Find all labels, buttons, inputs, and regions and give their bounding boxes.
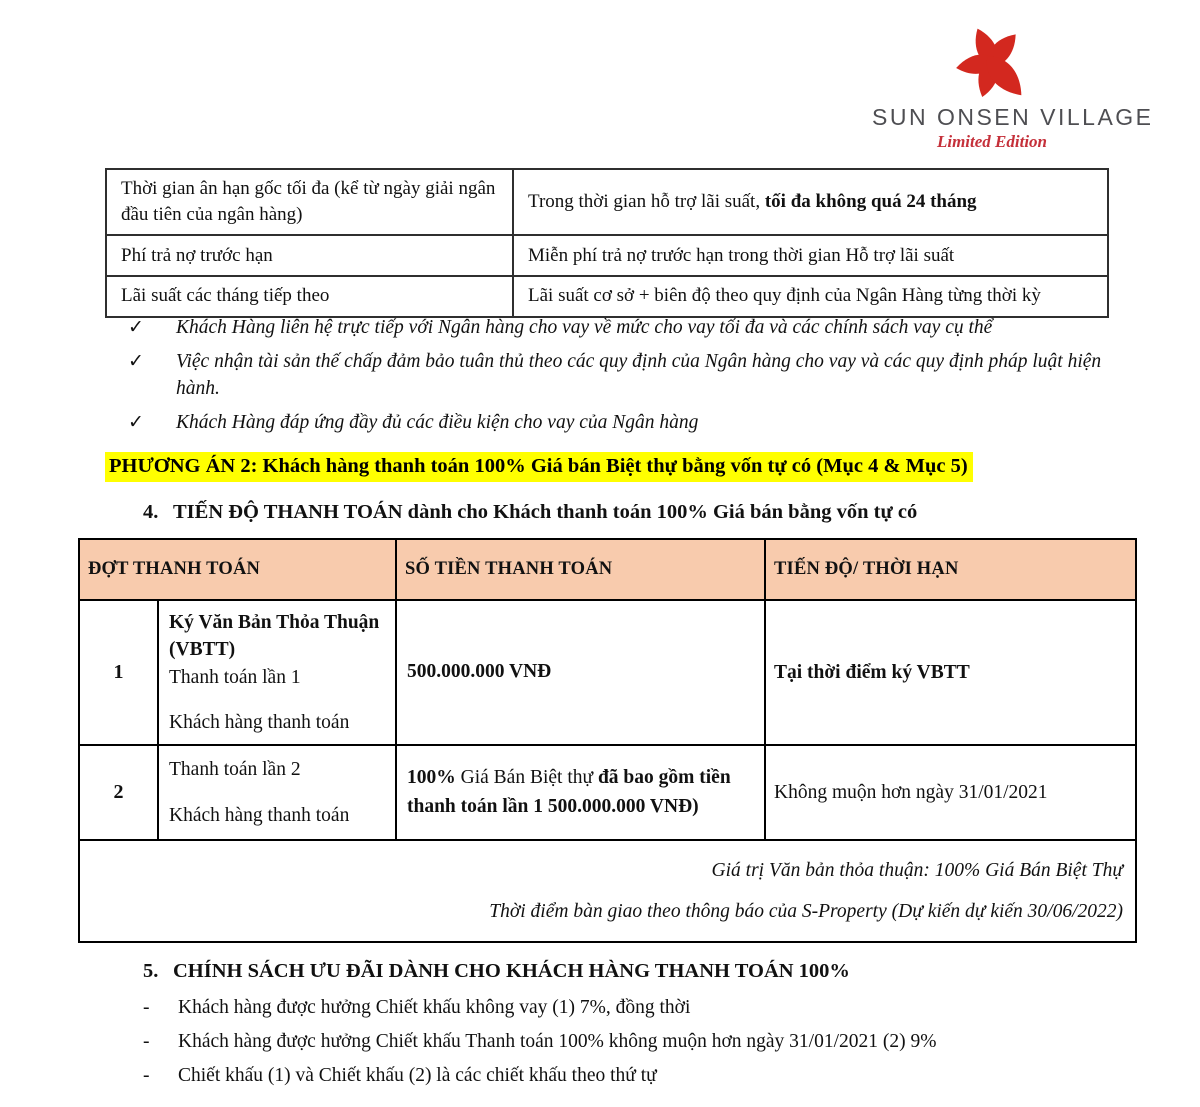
payment-desc-line: Thanh toán lần 1 bbox=[169, 666, 301, 688]
discount-text: Khách hàng được hưởng Chiết khấu Thanh toán 100% không muộn hơn ngày 31/01/2021 (2) 9% bbox=[178, 1031, 937, 1052]
discount-list bbox=[143, 996, 1143, 1098]
brand-name: SUN ONSEN VILLAGE bbox=[872, 104, 1154, 130]
payment-desc-line: Thanh toán lần 2 bbox=[169, 759, 301, 781]
discount-text: Chiết khấu (1) và Chiết khấu (2) là các chiết khấu theo thứ tự bbox=[178, 1065, 657, 1086]
payment-row bbox=[79, 745, 1136, 840]
loan-term-value: Lãi suất cơ sở + biên độ theo quy định của Ngân Hàng từng thời kỳ bbox=[513, 276, 1108, 316]
payment-header-row bbox=[79, 539, 1136, 600]
section-title: CHÍNH SÁCH ƯU ĐÃI DÀNH CHO KHÁCH HÀNG THANH TOÁN 100% bbox=[173, 960, 850, 982]
check-icon: ✓ bbox=[128, 351, 144, 372]
payment-amount-regular: Giá Bán Biệt thự bbox=[455, 767, 598, 789]
payment-header-amount: SỐ TIỀN THANH TOÁN bbox=[396, 539, 765, 600]
payment-deadline: Không muộn hơn ngày 31/01/2021 bbox=[765, 745, 1136, 840]
note-item bbox=[128, 409, 1133, 436]
loan-term-value-prefix: Trong thời gian hỗ trợ lãi suất, bbox=[528, 191, 765, 213]
payment-footer-row bbox=[79, 840, 1136, 942]
note-item bbox=[128, 314, 1133, 341]
loan-term-row bbox=[106, 235, 1108, 276]
payment-header-deadline: TIẾN ĐỘ/ THỜI HẠN bbox=[765, 539, 1136, 600]
payment-deadline: Tại thời điểm ký VBTT bbox=[765, 600, 1136, 745]
payment-desc-bold: Ký Văn Bản Thỏa Thuận (VBTT) bbox=[169, 612, 380, 661]
loan-term-label: Phí trả nợ trước hạn bbox=[106, 235, 513, 276]
payment-desc-line: Khách hàng thanh toán bbox=[169, 711, 350, 733]
check-icon: ✓ bbox=[128, 412, 144, 433]
payment-row bbox=[79, 600, 1136, 745]
loan-term-row bbox=[106, 169, 1108, 235]
section-number: 5. bbox=[143, 960, 159, 982]
loan-term-row bbox=[106, 276, 1108, 316]
flower-icon bbox=[942, 22, 1042, 102]
plan2-highlight-heading: PHƯƠNG ÁN 2: Khách hàng thanh toán 100% Giá bán Biệt thự bằng vốn tự có (Mục 4 & Mục 5) bbox=[105, 452, 973, 482]
footer-line-2: Thời điểm bàn giao theo thông báo của S-Property (Dự kiến dự kiến 30/06/2022) bbox=[489, 900, 1123, 922]
section-number: 4. bbox=[143, 501, 159, 523]
payment-header-dot: ĐỢT THANH TOÁN bbox=[79, 539, 396, 600]
notes-list bbox=[128, 314, 1133, 443]
payment-table bbox=[78, 538, 1137, 943]
loan-term-value bbox=[513, 169, 1108, 235]
payment-number: 2 bbox=[79, 745, 158, 840]
section4-heading bbox=[143, 501, 917, 524]
payment-desc bbox=[158, 745, 396, 840]
loan-term-value: Miễn phí trả nợ trước hạn trong thời gian Hỗ trợ lãi suất bbox=[513, 235, 1108, 276]
payment-amount bbox=[396, 745, 765, 840]
section-title: TIẾN ĐỘ THANH TOÁN dành cho Khách thanh toán 100% Giá bán bằng vốn tự có bbox=[173, 501, 918, 523]
note-text: Khách Hàng đáp ứng đầy đủ các điều kiện cho vay của Ngân hàng bbox=[176, 412, 699, 433]
loan-term-label: Lãi suất các tháng tiếp theo bbox=[106, 276, 513, 316]
payment-number: 1 bbox=[79, 600, 158, 745]
payment-amount: 500.000.000 VNĐ bbox=[396, 600, 765, 745]
payment-amount-bold: đã bao gồm tiền thanh toán lần 1 500.000.000 VNĐ) bbox=[407, 767, 731, 817]
loan-term-value-bold: tối đa không quá 24 tháng bbox=[764, 191, 977, 213]
note-text: Việc nhận tài sản thế chấp đảm bảo tuân thủ theo các quy định của Ngân hàng cho vay và các quy định pháp luật hiện hành. bbox=[176, 351, 1102, 399]
discount-text: Khách hàng được hưởng Chiết khấu không vay (1) 7%, đồng thời bbox=[178, 997, 691, 1018]
dash-bullet: - bbox=[143, 1031, 150, 1052]
loan-terms-table bbox=[105, 168, 1109, 318]
payment-desc-line: Khách hàng thanh toán bbox=[169, 804, 350, 826]
section5-heading bbox=[143, 960, 850, 983]
logo bbox=[872, 22, 1154, 152]
discount-item bbox=[143, 1030, 1143, 1054]
note-item bbox=[128, 348, 1133, 402]
payment-footer bbox=[79, 840, 1136, 942]
discount-item bbox=[143, 996, 1143, 1020]
note-text: Khách Hàng liên hệ trực tiếp với Ngân hàng cho vay về mức cho vay tối đa và các chính sách vay cụ thể bbox=[176, 317, 993, 338]
loan-term-label: Thời gian ân hạn gốc tối đa (kể từ ngày giải ngân đầu tiên của ngân hàng) bbox=[106, 169, 513, 235]
payment-amount-bold: 100% bbox=[407, 767, 456, 789]
discount-item bbox=[143, 1064, 1143, 1088]
brand-tagline: Limited Edition bbox=[936, 132, 1048, 151]
dash-bullet: - bbox=[143, 997, 150, 1018]
footer-line-1: Giá trị Văn bản thỏa thuận: 100% Giá Bán Biệt Thự bbox=[711, 859, 1123, 881]
check-icon: ✓ bbox=[128, 317, 144, 338]
dash-bullet: - bbox=[143, 1065, 150, 1086]
payment-desc bbox=[158, 600, 396, 745]
